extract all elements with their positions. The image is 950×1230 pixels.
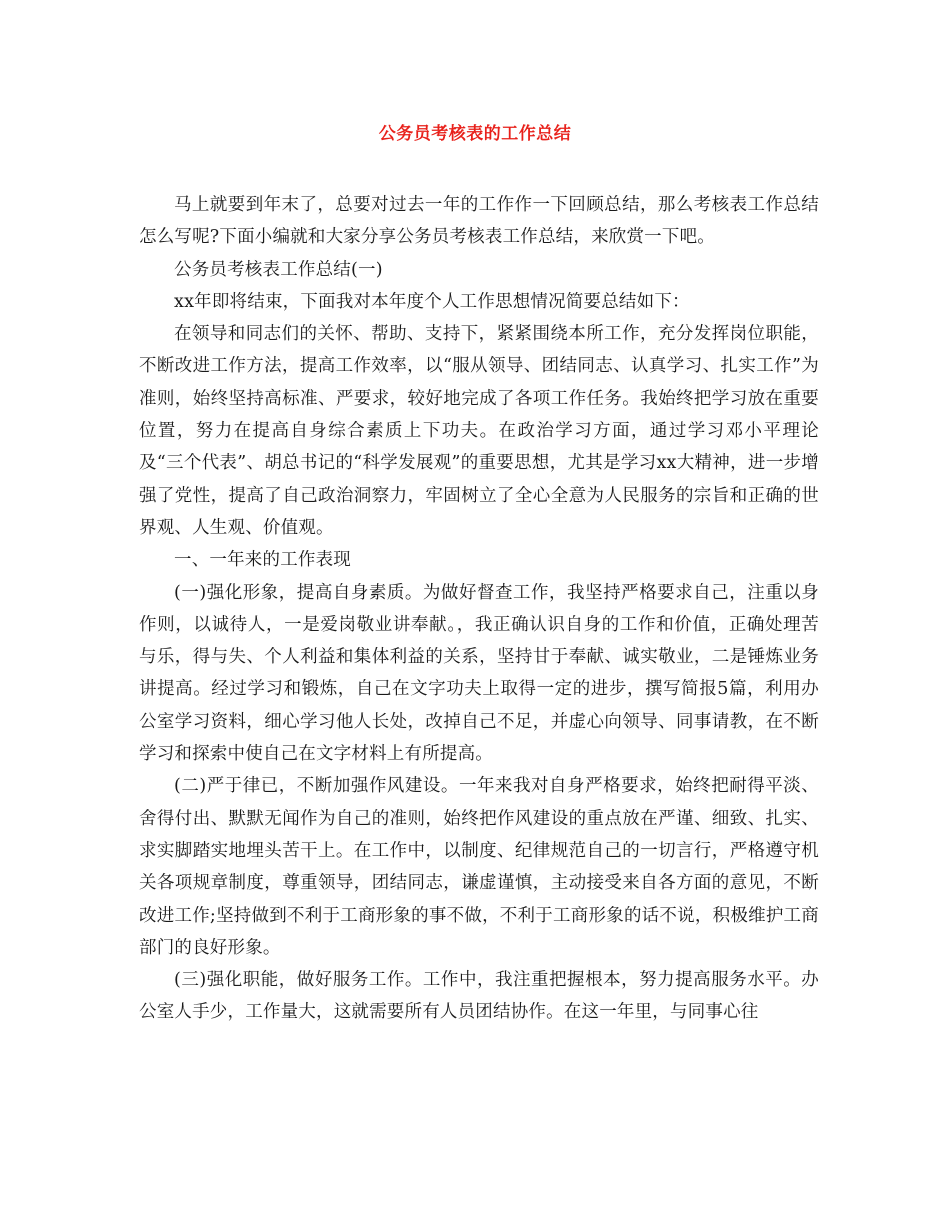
section-heading: 公务员考核表工作总结(一) — [174, 259, 383, 280]
study-paragraph: 在领导和同志们的关怀、帮助、支持下，紧紧围绕本所工作，充分发挥岗位职能，不断改进工作方法，提高工作效率，以“服从领导、团结同志、认真学习、扎实工作”为准则，始终坚持高标准、严要求，较好地完成了各项工作任务。我始终把学习放在重要位置，努力在提高自身综合素质上下功夫。在政治学习方面，通过学习邓小平理论及“三个代表”、胡总书记的“科学发展观”的重要思想，尤其是学习xx大精神，进一步增强了党性，提高了自己政治洞察力，牢固树立了全心全意为人民服务的宗旨和正确的世界观、人生观、价值观。 — [139, 324, 819, 538]
intro-paragraph: 马上就要到年末了，总要对过去一年的工作作一下回顾总结，那么考核表工作总结怎么写呢?下面小编就和大家分享公务员考核表工作总结，来欣赏一下吧。 — [139, 195, 819, 248]
item-two-paragraph: (二)严于律已，不断加强作风建设。一年来我对自身严格要求，始终把耐得平淡、舍得付出、默默无闻作为自己的准则，始终把作风建设的重点放在严谨、细致、扎实、求实脚踏实地埋头苦干上。在工作中，以制度、纪律规范自己的一切言行，严格遵守机关各项规章制度，尊重领导，团结同志，谦虚谨慎，主动接受来自各方面的意见，不断改进工作;坚持做到不利于工商形象的事不做，不利于工商形象的话不说，积极维护工商部门的良好形象。 — [139, 776, 819, 958]
subsection-heading: 一、一年来的工作表现 — [174, 550, 351, 571]
summary-lead-paragraph: xx年即将结束，下面我对本年度个人工作思想情况简要总结如下： — [174, 291, 690, 312]
document-title: 公务员考核表的工作总结 — [378, 124, 572, 144]
item-one-paragraph: (一)强化形象，提高自身素质。为做好督查工作，我坚持严格要求自己，注重以身作则，以诚待人，一是爱岗敬业讲奉献。，我正确认识自身的工作和价值，正确处理苦与乐，得与失、个人利益和集体利益的关系，坚持甘于奉献、诚实敬业，二是锤炼业务讲提高。经过学习和锻炼，自己在文字功夫上取得一定的进步，撰写简报5篇，利用办公室学习资料，细心学习他人长处，改掉自己不足，并虚心向领导、同事请教，在不断学习和探索中使自己在文字材料上有所提高。 — [139, 582, 819, 765]
document-body — [139, 189, 819, 1029]
item-three-paragraph: (三)强化职能，做好服务工作。工作中，我注重把握根本，努力提高服务水平。办公室人手少，工作量大，这就需要所有人员团结协作。在这一年里，与同事心往 — [139, 970, 819, 1023]
